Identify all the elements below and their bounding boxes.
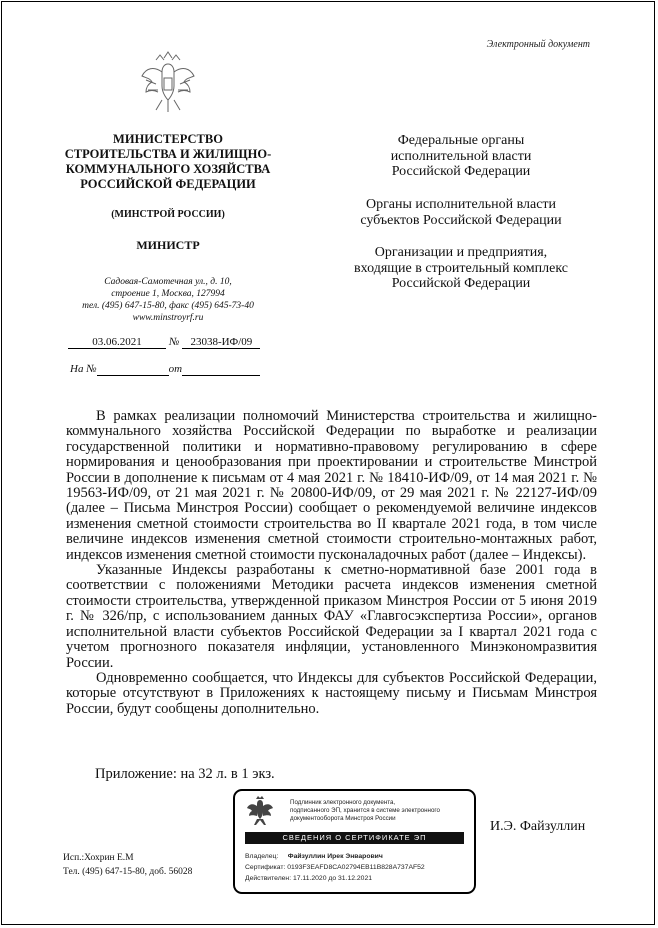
ministry-name: [52, 132, 284, 192]
body-paragraph: Указанные Индексы разработаны к сметно-нормативной базе 2001 года в соответствии с положениями Методики расчета индексов изменения сметной стоимости строительства, утвержденной приказом Минстроя России от 5 июня 2019 г. № 326/пр, с использованием данных ФАУ «Главгосэкспертиза России», органов исполнительной власти субъектов Российской Федерации за I квартал 2021 года с учетом прогнозного показателя инфляции, установленного Минэкономразвития России.: [66, 562, 597, 671]
recipient-line: исполнительной власти: [390, 148, 532, 164]
registration-date: 03.06.2021: [68, 336, 166, 349]
executor-info: [63, 851, 192, 879]
ministry-address: [52, 276, 284, 324]
body-paragraph: В рамках реализации полномочий Министерства строительства и жилищно-коммунального хозяйства Российской Федерации по выработке и реализации государственной политики и нормативно-правовому регулированию в сфере нормирования и ценообразования при проектировании и строительстве Минстрой России в дополнение к письмам от 4 мая 2021 г. № 18410-ИФ/09, от 14 мая 2021 г. № 19563-ИФ/09, от 21 мая 2021 г. № 20800-ИФ/09, от 29 мая 2021 г. № 22127-ИФ/09 (далее – Письма Минстроя России) сообщает о рекомендуемой величине индексов изменения сметной стоимости строительства во II квартале 2021 года, в том числе величине индексов изменения сметной стоимости строительно-монтажных работ, индексов изменения сметной стоимости пусконаладочных работ (далее – Индексы).: [66, 408, 597, 563]
executor-name: Исп.:Хохрин Е.М: [63, 853, 134, 863]
recipient-line: Федеральные органы: [397, 133, 525, 148]
owner-label: Владелец:: [245, 853, 279, 860]
cert-label: Сертификат:: [245, 864, 286, 871]
reply-reference-line: [70, 363, 260, 376]
recipient-line: Российской Федерации: [391, 164, 531, 179]
recipient-line: Российской Федерации: [391, 276, 531, 291]
owner-value: Файзуллин Ирек Энварович: [287, 853, 383, 860]
signer-name: И.Э. Файзуллин: [490, 819, 586, 834]
ministry-line: КОММУНАЛЬНОГО ХОЗЯЙСТВА: [65, 162, 271, 176]
address-line: тел. (495) 647-15-80, факс (495) 645-73-40: [82, 301, 254, 311]
letter-body: [66, 409, 597, 717]
registration-line: [68, 336, 260, 349]
certificate-serial-row: [245, 864, 425, 871]
registration-number: 23038-ИФ/09: [182, 336, 260, 349]
recipient-line: субъектов Российской Федерации: [360, 212, 562, 228]
valid-label: Действителен:: [245, 875, 292, 882]
russian-coat-of-arms-icon: [247, 796, 273, 826]
electronic-document-note: Электронный документ: [486, 39, 590, 50]
stamp-header-line: Подлинник электронного документа,: [290, 799, 396, 806]
executor-phone: Тел. (495) 647-15-80, доб. 56028: [63, 867, 193, 877]
recipient-line: входящие в строительный комплекс: [354, 260, 568, 276]
document-page: [1, 1, 655, 925]
address-line: Садовая-Самотечная ул., д. 10,: [104, 277, 232, 287]
stamp-header-line: документооборота Минстроя России: [290, 815, 396, 822]
recipient-line: Органы исполнительной власти: [365, 197, 557, 212]
attachment-note: Приложение: на 32 л. в 1 экз.: [95, 766, 275, 782]
reply-prefix: На №: [70, 363, 97, 375]
signature-stamp-header: [290, 799, 473, 823]
reply-date-blank: [182, 363, 260, 376]
ministry-line: МИНИСТЕРСТВО: [113, 132, 223, 146]
valid-value: 17.11.2020 до 31.12.2021: [292, 875, 373, 882]
recipient-line: Организации и предприятия,: [374, 245, 548, 260]
body-paragraph: Одновременно сообщается, что Индексы для субъектов Российской Федерации, которые отсутствуют в Приложениях к настоящему письму и Письмам Минстроя России, будут сообщены дополнительно.: [66, 669, 597, 717]
recipient-group: [324, 245, 598, 292]
ministry-line: РОССИЙСКОЙ ФЕДЕРАЦИИ: [80, 177, 256, 191]
reply-from: от: [168, 363, 183, 375]
ministry-line: СТРОИТЕЛЬСТВА И ЖИЛИЩНО-: [64, 147, 272, 161]
address-line: строение 1, Москва, 127994: [111, 289, 225, 299]
russian-coat-of-arms-icon: [140, 50, 196, 114]
address-line: www.minstroyrf.ru: [132, 313, 204, 323]
cert-value: 0193F3EAFD8CA02794EB11B828A737AF52: [287, 864, 425, 871]
ministry-short-name: (МИНСТРОЙ РОССИИ): [111, 209, 225, 220]
electronic-signature-stamp: [233, 789, 476, 894]
stamp-header-line: подписанного ЭП, хранится в системе электронного: [290, 807, 440, 814]
number-sign: №: [169, 336, 180, 348]
certificate-validity-row: [245, 875, 372, 882]
recipient-group: [324, 133, 598, 180]
certificate-owner-row: [245, 853, 383, 860]
reply-number-blank: [97, 363, 169, 376]
minister-title: МИНИСТР: [136, 238, 200, 252]
recipient-group: [324, 197, 598, 228]
certificate-info-bar: СВЕДЕНИЯ О СЕРТИФИКАТЕ ЭП: [245, 832, 464, 844]
